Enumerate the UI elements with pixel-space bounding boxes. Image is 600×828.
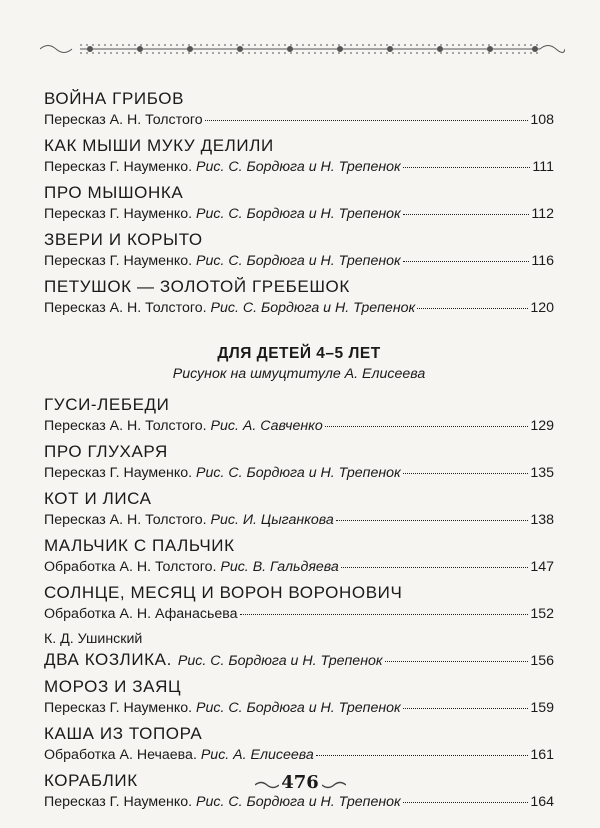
entry-title: МАЛЬЧИК С ПАЛЬЧИК (44, 536, 235, 555)
entry-page: 161 (530, 747, 554, 763)
leader-dots (316, 755, 529, 756)
entry-title: КАК МЫШИ МУКУ ДЕЛИЛИ (44, 136, 274, 155)
toc-entry[interactable] (44, 88, 554, 130)
leader-dots (240, 614, 529, 615)
leader-dots (403, 167, 531, 168)
footer-ornament-right (322, 780, 346, 790)
leader-dots (417, 308, 528, 309)
section-header (44, 344, 554, 384)
entry-title: ВОЙНА ГРИБОВ (44, 89, 185, 108)
leader-dots (205, 120, 529, 121)
entry-credit: Пересказ Г. Науменко. Рис. С. Бордюга и Н. Трепенок (44, 794, 401, 810)
entry-illustrator: Рис. С. Бордюга и Н. Трепенок (196, 700, 401, 716)
entry-illustrator: Рис. А. Савченко (210, 418, 323, 434)
entry-page: 135 (530, 465, 554, 481)
entry-credit: Пересказ Г. Науменко. Рис. С. Бордюга и Н. Трепенок (44, 465, 401, 481)
toc-entry[interactable] (44, 441, 554, 483)
toc-entry[interactable] (44, 394, 554, 436)
page-footer (0, 772, 600, 796)
entry-page: 108 (530, 112, 554, 128)
leader-dots (385, 661, 529, 662)
entry-title: ГУСИ-ЛЕБЕДИ (44, 395, 170, 414)
toc-entry[interactable] (44, 135, 554, 177)
leader-dots (325, 426, 529, 427)
entry-title: СОЛНЦЕ, МЕСЯЦ И ВОРОН ВОРОНОВИЧ (44, 583, 403, 602)
entry-illustrator: Рис. С. Бордюга и Н. Трепенок (196, 465, 401, 481)
footer-ornament-left (255, 780, 279, 790)
table-of-contents (44, 88, 554, 812)
entry-credit: Пересказ Г. Науменко. Рис. С. Бордюга и Н. Трепенок (44, 159, 401, 175)
top-ornament (40, 38, 565, 60)
entry-credit: Пересказ А. Н. Толстого. Рис. И. Цыганкова (44, 512, 334, 528)
entry-page: 120 (530, 300, 554, 316)
leader-dots (403, 214, 530, 215)
entry-page: 156 (530, 653, 554, 669)
entry-title: ДВА КОЗЛИКА. (44, 650, 172, 669)
entry-page: 129 (530, 418, 554, 434)
section-heading: ДЛЯ ДЕТЕЙ 4–5 ЛЕТ (217, 345, 381, 362)
entry-title: ПЕТУШОК — ЗОЛОТОЙ ГРЕБЕШОК (44, 277, 350, 296)
toc-entry[interactable] (44, 229, 554, 271)
entry-page: 147 (530, 559, 554, 575)
leader-dots (336, 520, 529, 521)
entry-credit: Обработка А. Н. Толстого. Рис. В. Гальдяева (44, 559, 339, 575)
entry-title: КАША ИЗ ТОПОРА (44, 724, 203, 743)
entry-credit: Пересказ А. Н. Толстого. Рис. А. Савченко (44, 418, 323, 434)
entry-credit: Пересказ А. Н. Толстого (44, 112, 203, 128)
entry-page: 111 (532, 159, 554, 175)
entry-author: К. Д. Ушинский (44, 631, 143, 647)
entry-credit: Обработка А. Нечаева. Рис. А. Елисеева (44, 747, 314, 763)
entry-title: ЗВЕРИ И КОРЫТО (44, 230, 203, 249)
leader-dots (403, 708, 529, 709)
entry-credit: Пересказ А. Н. Толстого. Рис. С. Бордюга и Н. Трепенок (44, 300, 416, 316)
toc-entry[interactable] (44, 582, 554, 624)
section-subtitle: Рисунок на шмуцтитуле А. Елисеева (172, 366, 426, 382)
entry-credit: Пересказ Г. Науменко. Рис. С. Бордюга и Н. Трепенок (44, 700, 401, 716)
leader-dots (403, 802, 529, 803)
entry-title: МОРОЗ И ЗАЯЦ (44, 677, 182, 696)
entry-title: КОТ И ЛИСА (44, 489, 152, 508)
leader-dots (403, 261, 530, 262)
entry-page: 152 (530, 606, 554, 622)
entry-credit: Пересказ Г. Науменко. Рис. С. Бордюга и Н. Трепенок (44, 253, 401, 269)
entry-illustrator: Рис. С. Бордюга и Н. Трепенок (196, 794, 401, 810)
entry-illustrator: Рис. С. Бордюга и Н. Трепенок (210, 300, 416, 316)
entry-credit: Обработка А. Н. Афанасьева (44, 606, 238, 622)
entry-page: 138 (530, 512, 554, 528)
entry-page: 159 (530, 700, 554, 716)
toc-entry[interactable] (44, 535, 554, 577)
entry-illustrator: Рис. С. Бордюга и Н. Трепенок (196, 253, 401, 269)
entry-illustrator: Рис. В. Гальдяева (220, 559, 339, 575)
page-number: 476 (281, 772, 319, 793)
entry-illustrator: Рис. А. Елисеева (200, 747, 314, 763)
leader-dots (403, 473, 529, 474)
toc-entry[interactable] (44, 276, 554, 318)
entry-page: 116 (531, 253, 554, 269)
entry-title: ПРО МЫШОНКА (44, 183, 184, 202)
leader-dots (341, 567, 529, 568)
entry-credit: Пересказ Г. Науменко. Рис. С. Бордюга и Н. Трепенок (44, 206, 401, 222)
entry-illustrator: Рис. С. Бордюга и Н. Трепенок (196, 159, 401, 175)
entry-illustrator: Рис. С. Бордюга и Н. Трепенок (177, 653, 383, 669)
entry-page: 112 (531, 206, 554, 222)
entry-page: 164 (530, 794, 554, 810)
toc-entry[interactable] (44, 676, 554, 718)
toc-entry[interactable] (44, 182, 554, 224)
toc-entry[interactable] (44, 488, 554, 530)
entry-illustrator: Рис. С. Бордюга и Н. Трепенок (196, 206, 401, 222)
toc-entry-ushinsky[interactable] (44, 629, 554, 671)
entry-title: ПРО ГЛУХАРЯ (44, 442, 168, 461)
entry-illustrator: Рис. И. Цыганкова (210, 512, 334, 528)
toc-entry[interactable] (44, 723, 554, 765)
entry-title: КОРАБЛИК (44, 771, 138, 790)
